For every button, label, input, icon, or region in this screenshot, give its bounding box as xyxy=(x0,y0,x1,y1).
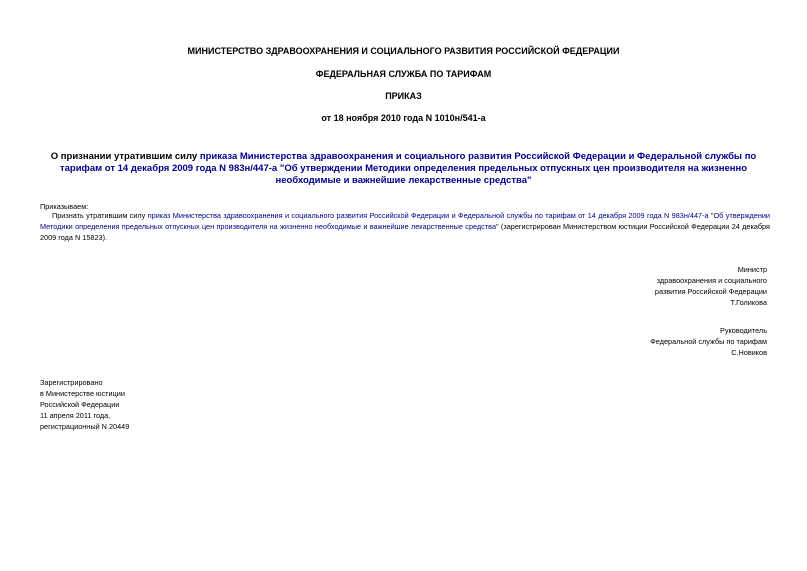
doc-type-heading: ПРИКАЗ xyxy=(385,91,422,101)
paragraph-order-link[interactable]: приказ Министерства здравоохранения и социального развития Российской Федерации и Федеральной службы по тарифам от 14 декабря 2009 года N 983н/447-а "Об утверждении Методики определения предельных отпускных цен производителя на жизненно необходимые и важнейшие лекарственные средства" xyxy=(40,211,770,231)
registration-line2: в Министерстве юстиции xyxy=(40,389,125,398)
head-name: С.Новиков xyxy=(731,348,767,357)
registration-line3: Российской Федерации xyxy=(40,400,120,409)
order-paragraph xyxy=(40,210,770,243)
service-heading: ФЕДЕРАЛЬНАЯ СЛУЖБА ПО ТАРИФАМ xyxy=(315,69,492,79)
title-order-link[interactable]: приказа Министерства здравоохранения и социального развития Российской Федерации и Федеральной службы по тарифам от 14 декабря 2009 года N 983н/447-а "Об утверждении Методики определения предельных отпускных цен производителя на жизненно необходимые и важнейшие лекарственные средства" xyxy=(59,151,757,186)
registration-line4: 11 апреля 2011 года, xyxy=(40,411,111,420)
registration-line5: регистрационный N 20449 xyxy=(40,422,130,431)
head-title-line1: Руководитель xyxy=(719,326,767,335)
head-signature xyxy=(650,325,767,358)
minister-title-line3: развития Российской Федерации xyxy=(654,287,767,296)
date-number-heading: от 18 ноября 2010 года N 1010н/541-а xyxy=(321,113,486,123)
order-intro: Приказываем: xyxy=(40,202,89,211)
title-prefix: О признании утратившим силу xyxy=(50,151,200,162)
minister-title-line2: здравоохранения и социального xyxy=(656,276,767,285)
minister-name: Т.Голикова xyxy=(730,298,767,307)
minister-signature xyxy=(655,264,767,308)
head-title-line2: Федеральной службы по тарифам xyxy=(650,337,767,346)
paragraph-prefix: Признать утратившим силу xyxy=(52,211,148,220)
registration-note xyxy=(40,377,129,432)
ministry-heading: МИНИСТЕРСТВО ЗДРАВООХРАНЕНИЯ И СОЦИАЛЬНОГО РАЗВИТИЯ РОССИЙСКОЙ ФЕДЕРАЦИИ xyxy=(187,46,620,56)
paragraph-suffix: (зарегистрирован Министерством юстиции Российской Федерации 24 декабря 2009 года N 15823). xyxy=(40,222,770,242)
document-title xyxy=(40,151,767,187)
minister-title-line1: Министр xyxy=(737,265,767,274)
registration-line1: Зарегистрировано xyxy=(40,378,103,387)
